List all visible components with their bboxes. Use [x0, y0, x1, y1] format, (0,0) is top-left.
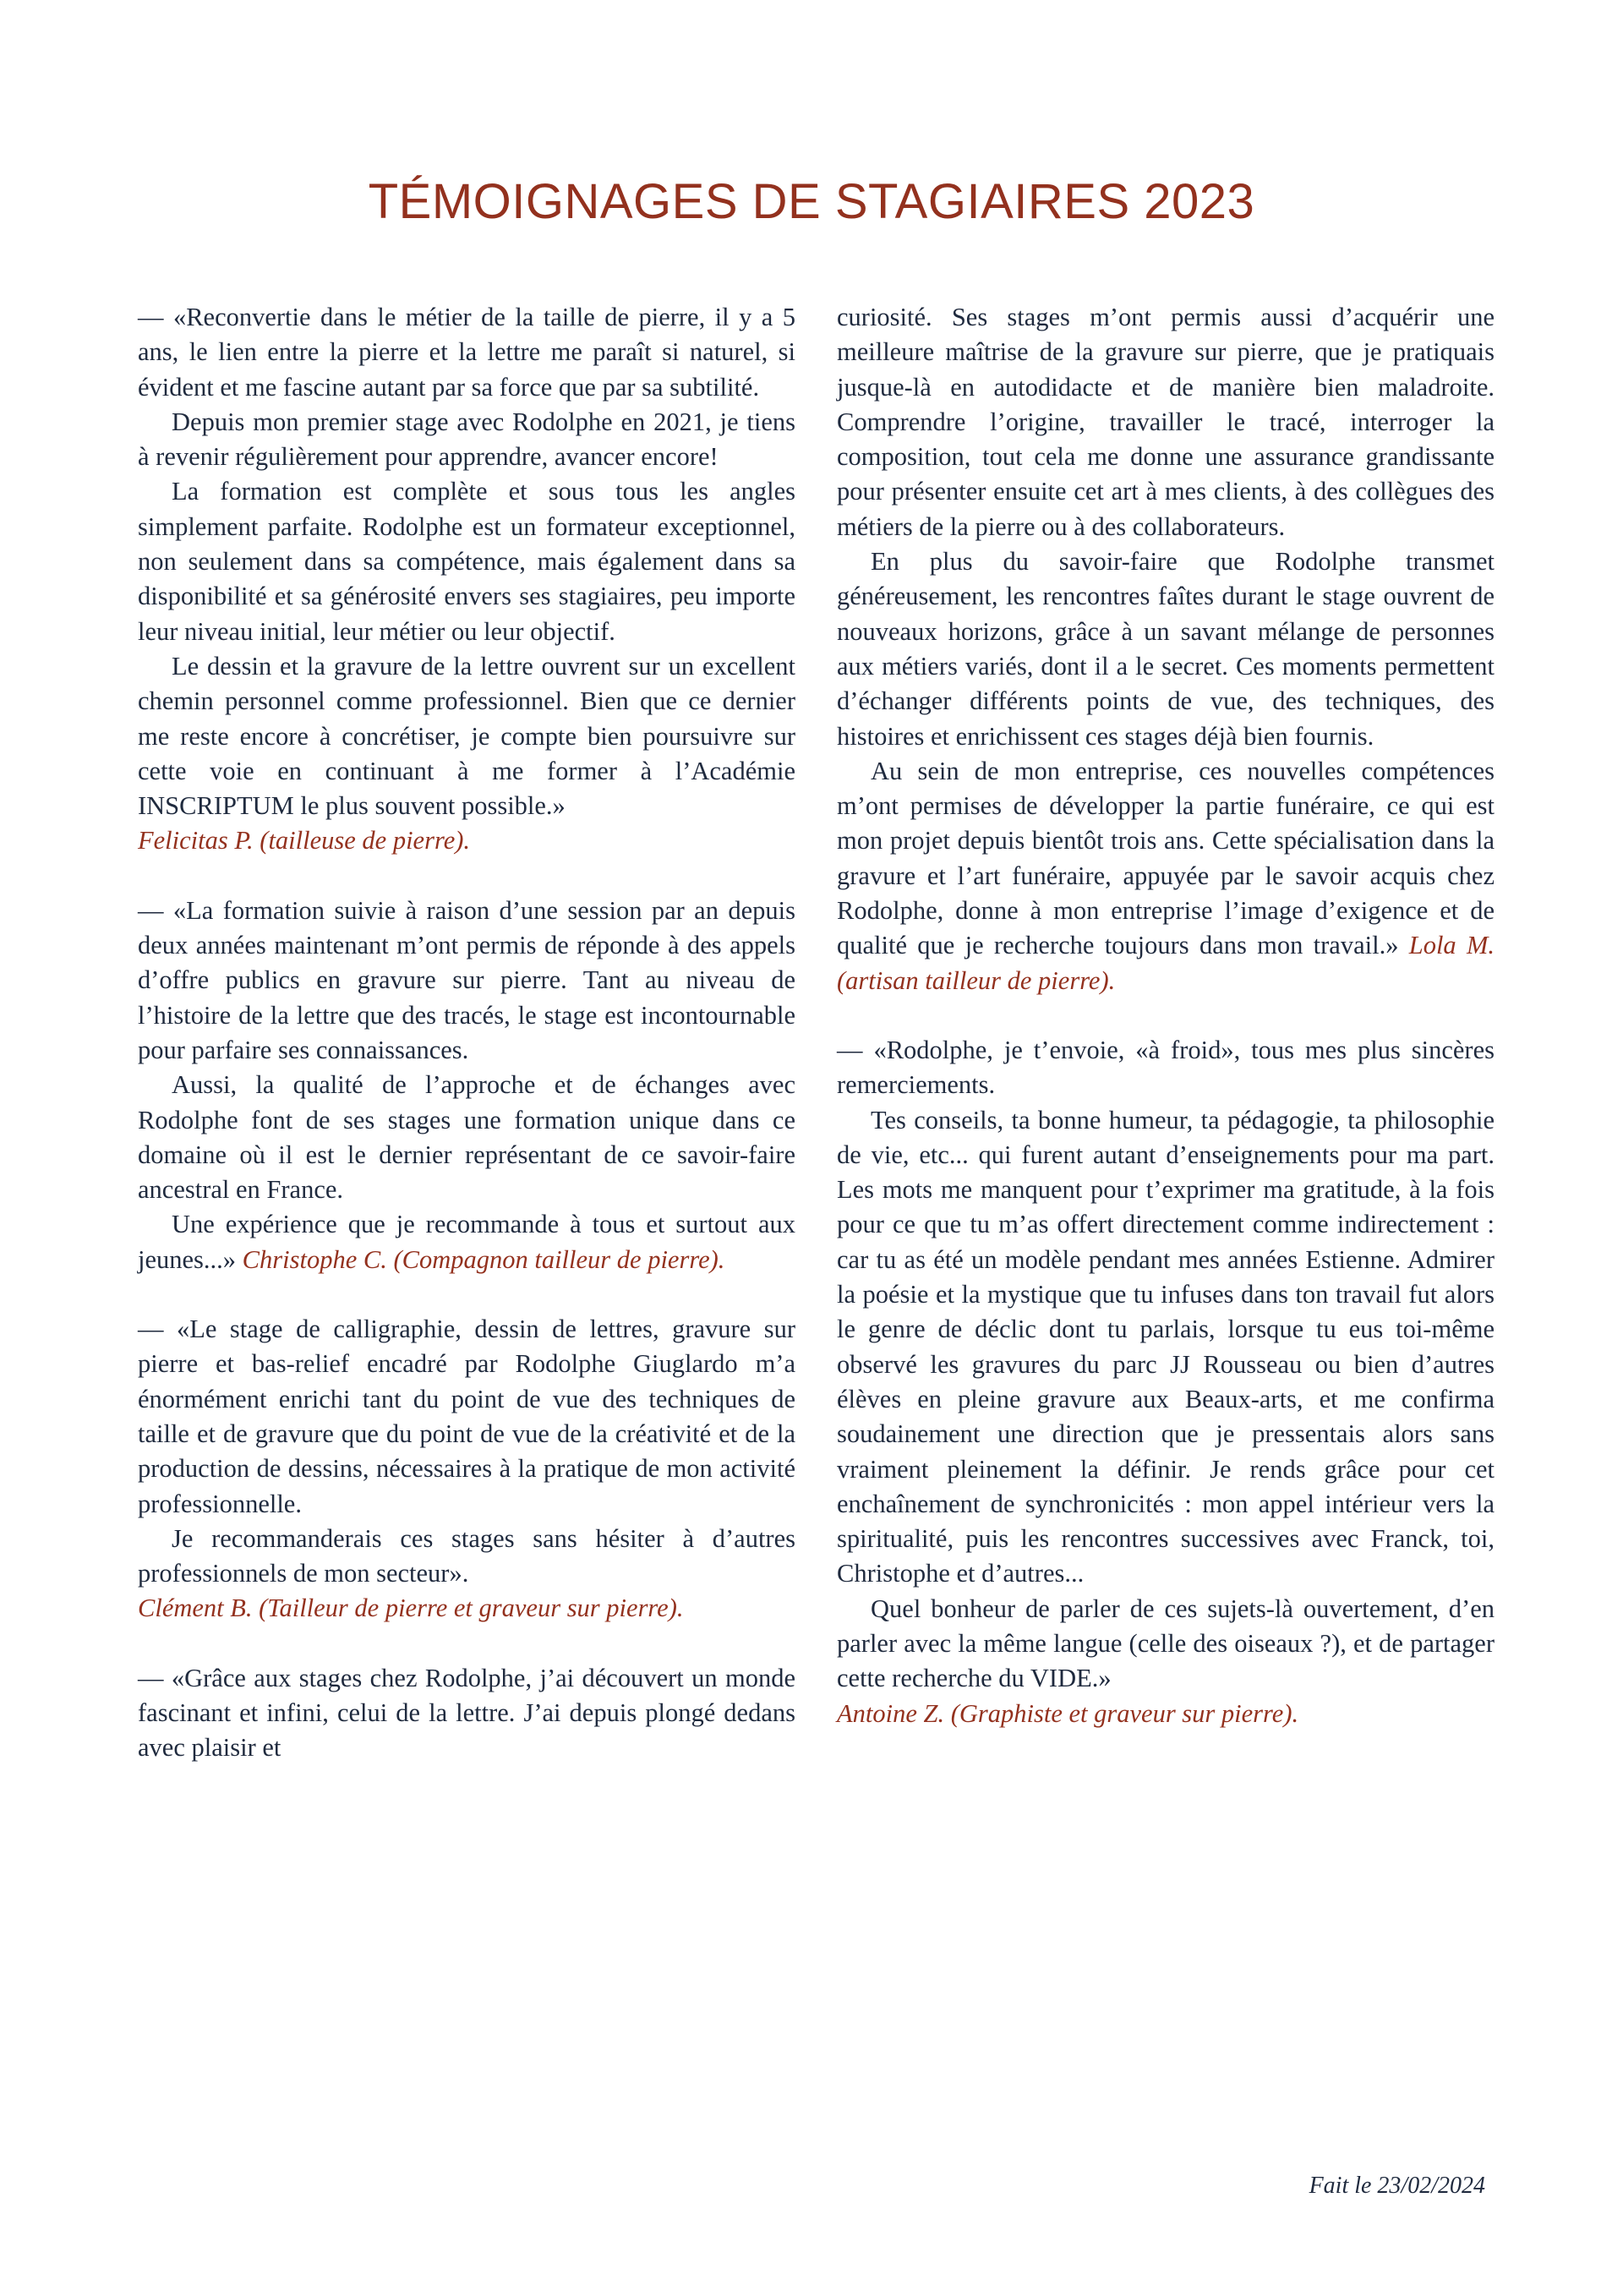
testimonial-paragraph: — «Reconvertie dans le métier de la taille de pierre, il y a 5 ans, le lien entre la pierre et la lettre me paraît si naturel, si évident et me fascine autant par sa force que par sa subtilité. [138, 303, 795, 402]
testimonial-signature: Christophe C. (Compagnon tailleur de pierre). [242, 1244, 725, 1274]
testimonial-clement [138, 1312, 795, 1626]
testimonial-felicitas [138, 300, 795, 859]
testimonial-paragraph [138, 1207, 795, 1277]
testimonial-paragraph: Depuis mon premier stage avec Rodolphe en 2021, je tiens à revenir régulièrement pour apprendre, avancer encore! [138, 407, 795, 472]
testimonial-paragraph: — «La formation suivie à raison d’une session par an depuis deux années maintenant m’ont permis de réponde à des appels d’offre publics en gravure sur pierre. Tant au niveau de l’histoire de la lettre que des tracés, le stage est incontournable pour parfaire ses connaissances. [138, 895, 795, 1064]
testimonial-signature: Felicitas P. (tailleuse de pierre). [138, 826, 471, 856]
left-column [138, 300, 795, 1801]
testimonial-paragraph: Aussi, la qualité de l’approche et de échanges avec Rodolphe font de ses stages une formation unique dans ce domaine où il est le dernier représentant de ce savoir-faire ancestral en France. [138, 1070, 795, 1205]
testimonial-signature: Clément B. (Tailleur de pierre et graveur sur pierre). [138, 1594, 684, 1623]
testimonial-antoine [837, 1033, 1495, 1731]
testimonial-paragraph: Je recommanderais ces stages sans hésiter à d’autres professionnels de mon secteur». [138, 1523, 795, 1588]
testimonial-paragraph [837, 754, 1495, 998]
page-title: TÉMOIGNAGES DE STAGIAIRES 2023 [368, 174, 1255, 229]
testimonial-christophe [138, 894, 795, 1277]
footer-date: Fait le 23/02/2024 [1309, 2173, 1485, 2199]
testimonial-paragraph: Quel bonheur de parler de ces sujets-là ouvertement, d’en parler avec la même langue (celle des oiseaux ?), et de partager cette recherche du VIDE.» [837, 1594, 1495, 1693]
testimonial-signature: Lola M. (artisan tailleur de pierre). [837, 931, 1495, 995]
testimonial-paragraph: — «Grâce aux stages chez Rodolphe, j’ai découvert un monde fascinant et infini, celui de la lettre. J’ai depuis plongé dedans avec plaisir et [138, 1663, 795, 1763]
testimonial-text: Au sein de mon entreprise, ces nouvelles compétences m’ont permises de développer la partie funéraire, ce qui est mon projet depuis bientôt trois ans. Cette spécialisation dans la gravure et l’art funéraire, appuyée par le savoir acquis chez Rodolphe, donne à mon entreprise l’image d’exigence et de qualité que je recherche toujours dans mon travail.» [837, 756, 1495, 960]
testimonial-paragraph: Le dessin et la gravure de la lettre ouvrent sur un excellent chemin personnel comme professionnel. Bien que ce dernier me reste encore à concrétiser, je compte bien poursuivre sur cette voie en continuant à me former à l’Académie INSCRIPTUM le plus souvent possible.» [138, 651, 795, 821]
testimonial-paragraph: — «Rodolphe, je t’envoie, «à froid», tous mes plus sincères remerciements. [837, 1035, 1495, 1100]
testimonial-lola [837, 300, 1495, 998]
testimonial-signature: Antoine Z. (Graphiste et graveur sur pierre). [837, 1698, 1299, 1728]
testimonial-paragraph: curiosité. Ses stages m’ont permis aussi d’acquérir une meilleure maîtrise de la gravure sur pierre, que je pratiquais jusque-là en autodidacte et de manière bien maladroite. Comprendre l’origine, travailler le tracé, interroger la composition, tout cela me donne une assurance grandissante pour présenter ensuite cet art à mes clients, à des collègues des métiers de la pierre ou à des collaborateurs. [837, 303, 1495, 541]
testimonial-text: Une expérience que je recommande à tous et surtout aux jeunes...» [138, 1210, 795, 1274]
testimonial-paragraph: — «Le stage de calligraphie, dessin de lettres, gravure sur pierre et bas-relief encadré par Rodolphe Giuglardo m’a énormément enrichi tant du point de vue des techniques de taille et de gravure que du point de vue de la créativité et de la production de dessins, nécessaires à la pratique de mon activité professionnelle. [138, 1315, 795, 1518]
testimonial-paragraph: En plus du savoir-faire que Rodolphe transmet généreusement, les rencontres faîtes durant le stage ouvrent de nouveaux horizons, grâce à un savant mélange de personnes aux métiers variés, dont il a le secret. Ces moments permettent d’échanger différents points de vue, des techniques, des histoires et enrichissent ces stages déjà bien fournis. [837, 547, 1495, 751]
testimonial-lola-start [138, 1661, 795, 1766]
right-column [837, 300, 1495, 1766]
testimonial-paragraph: Tes conseils, ta bonne humeur, ta pédagogie, ta philosophie de vie, etc... qui furent autant d’enseignements pour ma part. Les mots me manquent pour t’exprimer ma gratitude, à la fois pour ce que tu m’as offert directement comme indirectement : car tu as été un modèle pendant mes années Estienne. Admirer la poésie et la mystique que tu infuses dans ton travail fut alors le genre de déclic dont tu parlais, lorsque tu eus toi-même observé les gravures du parc JJ Rousseau ou bien d’autres élèves en pleine gravure aux Beaux-arts, et me confirma soudainement une direction que je pressentais alors sans vraiment pleinement la définir. Je rends grâce pour cet enchaînement de synchronicités : mon appel intérieur vers la spiritualité, puis les rencontres successives avec Franck, toi, Christophe et d’autres... [837, 1105, 1495, 1588]
testimonial-paragraph: La formation est complète et sous tous les angles simplement parfaite. Rodolphe est un formateur exceptionnel, non seulement dans sa compétence, mais également dans sa disponibilité et sa générosité envers ses stagiaires, peu importe leur niveau initial, leur métier ou leur objectif. [138, 477, 795, 646]
